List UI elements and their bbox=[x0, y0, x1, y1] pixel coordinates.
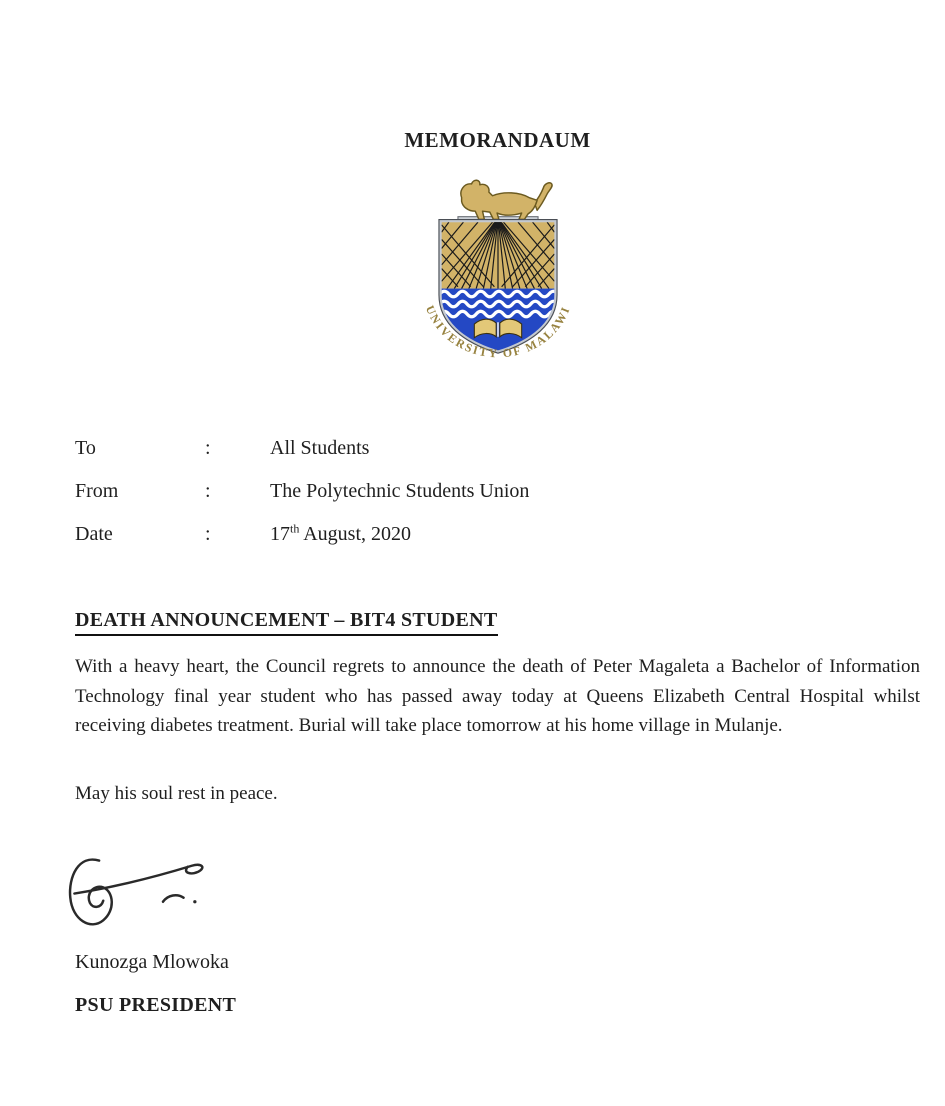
to-label: To bbox=[75, 437, 96, 459]
closing-line: May his soul rest in peace. bbox=[75, 783, 278, 804]
crest-ring-text: UNIVERSITY OF MALAWI bbox=[422, 303, 573, 361]
from-value: The Polytechnic Students Union bbox=[270, 480, 530, 502]
date-label: Date bbox=[75, 523, 113, 545]
to-separator: : bbox=[205, 437, 211, 459]
meta-row-from bbox=[75, 480, 775, 506]
from-label: From bbox=[75, 480, 119, 502]
memo-heading-text: DEATH ANNOUNCEMENT – BIT4 STUDENT bbox=[75, 609, 498, 636]
meta-row-date bbox=[75, 523, 775, 549]
university-crest-icon bbox=[407, 172, 589, 386]
announcement-paragraph: With a heavy heart, the Council regrets to announce the death of Peter Magaleta a Bachelor of Information Technology final year student who has passed away today at Queens Elizabeth Central Hospital whilst receiving diabetes treatment. Burial will take place tomorrow at his home village in Mulanje. bbox=[75, 656, 920, 736]
memo-meta-block bbox=[75, 437, 775, 566]
signature-scribble-icon bbox=[60, 848, 235, 936]
lion-icon bbox=[460, 180, 551, 219]
signatory-title: PSU PRESIDENT bbox=[75, 994, 237, 1016]
university-of-malawi-logo bbox=[75, 172, 920, 391]
date-day: 17 bbox=[270, 523, 290, 545]
date-ordinal: th bbox=[290, 521, 300, 536]
signatory-name: Kunozga Mlowoka bbox=[75, 951, 229, 973]
date-rest: August, 2020 bbox=[299, 523, 412, 545]
to-value: All Students bbox=[270, 437, 370, 459]
document-title: MEMORANDAUM bbox=[404, 128, 591, 152]
from-separator: : bbox=[205, 480, 211, 502]
signature-image bbox=[60, 848, 235, 936]
meta-row-to bbox=[75, 437, 775, 463]
memo-heading bbox=[75, 609, 498, 636]
date-value bbox=[270, 523, 775, 549]
date-separator: : bbox=[205, 523, 211, 545]
